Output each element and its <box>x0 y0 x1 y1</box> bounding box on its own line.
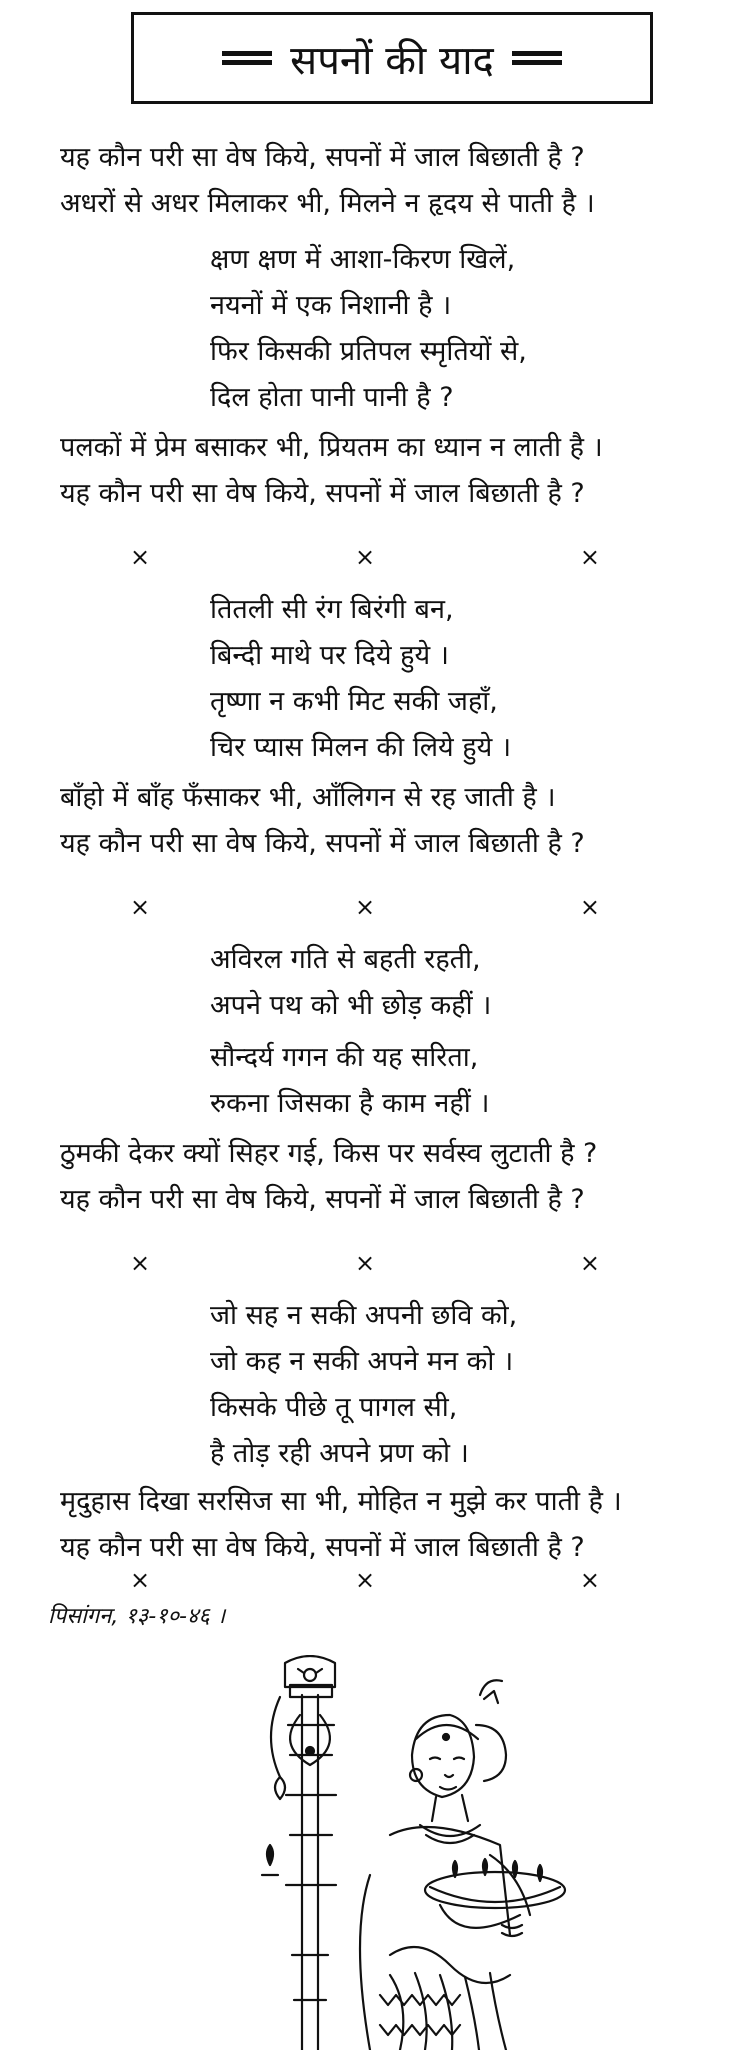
poem-line: रुकना जिसका है काम नहीं । <box>210 1088 490 1119</box>
poem-line: चिर प्यास मिलन की लिये हुये । <box>210 732 512 763</box>
poem-line: सौन्दर्य गगन की यह सरिता, <box>210 1042 479 1073</box>
poem-line: ठुमकी देकर क्यों सिहर गई, किस पर सर्वस्व लुटाती है ? <box>60 1138 598 1169</box>
poem-line: अधरों से अधर मिलाकर भी, मिलने न हृदय से पाती है । <box>60 188 595 219</box>
divider-mark: × <box>579 1566 600 1594</box>
poem-line: यह कौन परी सा वेष किये, सपनों में जाल बिछाती है ? <box>60 142 585 173</box>
poem-line: यह कौन परी सा वेष किये, सपनों में जाल बिछाती है ? <box>60 1184 585 1215</box>
poem-line: अविरल गति से बहती रहती, <box>210 944 481 975</box>
divider-mark: × <box>354 543 376 571</box>
divider-mark: × <box>354 893 376 921</box>
poem-line: फिर किसकी प्रतिपल स्मृतियों से, <box>210 336 527 367</box>
poem-line: तितली सी रंग बिरंगी बन, <box>210 594 454 625</box>
divider-mark: × <box>354 1249 376 1277</box>
poem-line: बाँहो में बाँह फँसाकर भी, आँलिगन से रह जाती है । <box>60 782 556 813</box>
poem-line: जो कह न सकी अपने मन को । <box>210 1346 514 1377</box>
page-title: सपनों की याद <box>290 37 494 84</box>
poem-line: किसके पीछे तू पागल सी, <box>210 1392 458 1423</box>
poem-line: जो सह न सकी अपनी छवि को, <box>210 1300 518 1331</box>
poem-line: नयनों में एक निशानी है । <box>210 290 452 321</box>
poem-line: यह कौन परी सा वेष किये, सपनों में जाल बिछाती है ? <box>60 1532 585 1563</box>
poem-line: पलकों में प्रेम बसाकर भी, प्रियतम का ध्यान न लाती है । <box>60 432 603 463</box>
poem-line: है तोड़ रही अपने प्रण को । <box>210 1438 469 1469</box>
section-divider <box>130 1249 600 1277</box>
section-divider <box>130 893 600 921</box>
divider-mark: × <box>579 543 600 571</box>
section-divider <box>130 543 600 571</box>
title-right-bars <box>512 51 562 65</box>
poem-line: यह कौन परी सा वेष किये, सपनों में जाल बिछाती है ? <box>60 478 585 509</box>
poem-line: यह कौन परी सा वेष किये, सपनों में जाल बिछाती है ? <box>60 828 585 859</box>
poem-line: क्षण क्षण में आशा-किरण खिलें, <box>210 244 516 275</box>
divider-mark: × <box>130 543 151 571</box>
poem-line: बिन्दी माथे पर दिये हुये । <box>210 640 449 671</box>
divider-mark: × <box>579 893 600 921</box>
place-date-footer: पिसांगन, १३-१०-४६ । <box>48 1604 226 1629</box>
title-box <box>131 12 653 104</box>
poem-line: अपने पथ को भी छोड़ कहीं । <box>210 990 492 1021</box>
divider-mark: × <box>130 1566 151 1594</box>
section-divider <box>130 1566 600 1594</box>
poem-line: दिल होता पानी पानी है ? <box>210 382 454 413</box>
poem-line: तृष्णा न कभी मिट सकी जहाँ, <box>210 686 498 717</box>
poem-line: मृदुहास दिखा सरसिज सा भी, मोहित न मुझे कर पाती है । <box>60 1486 622 1517</box>
woman-with-lamp-illustration <box>240 1655 570 2050</box>
title-left-bars <box>222 51 272 65</box>
divider-mark: × <box>579 1249 600 1277</box>
divider-mark: × <box>130 893 151 921</box>
divider-mark: × <box>354 1566 376 1594</box>
divider-mark: × <box>130 1249 151 1277</box>
